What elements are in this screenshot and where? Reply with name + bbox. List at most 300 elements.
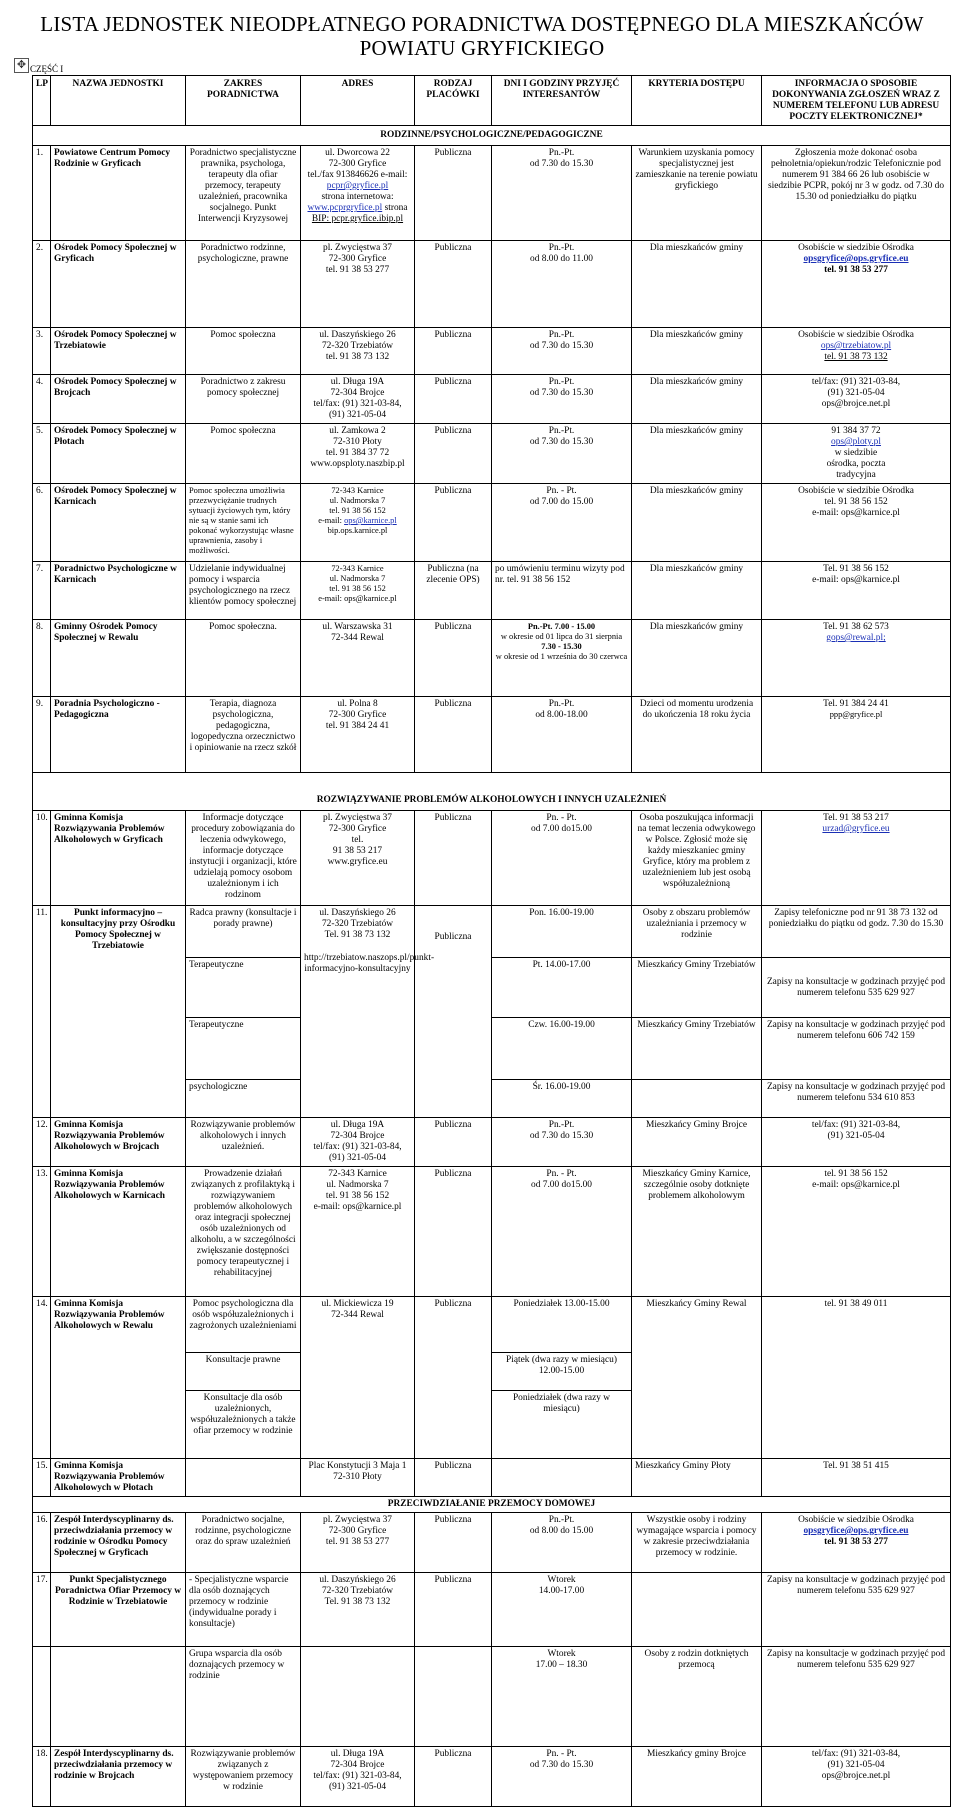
- row-info: Zapisy na konsultacje w godzinach przyjęć pod numerem telefonu 535 629 927: [762, 958, 951, 1018]
- row-scope: Konsultacje dla osób uzależnionych, współuzależnionych a także ofiar przemocy w rodzinie: [186, 1391, 301, 1459]
- row-lp: 9.: [33, 697, 51, 773]
- row-scope: Poradnictwo rodzinne, psychologiczne, prawne: [186, 241, 301, 328]
- address-line: 72-310 Płoty: [333, 1472, 382, 1482]
- row-address: [301, 328, 415, 375]
- address-line: tel. 91 38 53 277: [325, 1537, 390, 1547]
- hours-days: Pn.-Pt.: [548, 148, 575, 158]
- address-line: pl. Zwycięstwa 37: [323, 813, 392, 823]
- row-type: Publiczna: [415, 1297, 492, 1459]
- row-criteria: Dla mieszkańców gminy: [632, 328, 762, 375]
- row-type: Publiczna: [415, 328, 492, 375]
- row-hours: Czw. 16.00-19.00: [492, 1018, 632, 1080]
- row-scope: Pomoc społeczna.: [186, 620, 301, 697]
- table-row: [33, 1297, 951, 1353]
- row-hours: [492, 1353, 632, 1391]
- address-line: 72-343 Karnice: [328, 1169, 387, 1179]
- row-type: Publiczna: [415, 620, 492, 697]
- header-hours: DNI I GODZINY PRZYJĘĆ INTERESANTÓW: [492, 76, 632, 126]
- row-scope: Radca prawny (konsultacje i porady prawne): [186, 906, 301, 958]
- info-line: (91) 321-05-04: [827, 1760, 885, 1770]
- row-lp: 4.: [33, 375, 51, 424]
- info-line: (91) 321-05-04: [827, 388, 885, 398]
- table-row: [33, 1573, 951, 1647]
- info-line: Osobiście w siedzibie Ośrodka: [798, 330, 914, 340]
- table-row: [33, 484, 951, 562]
- row-criteria: Wszystkie osoby i rodziny wymagające wsparcia i pomocy w zakresie przeciwdziałania przemocy w rodzinie.: [632, 1513, 762, 1573]
- section-row: [33, 773, 951, 811]
- row-name: Ośrodek Pomocy Społecznej w Karnicach: [51, 484, 186, 562]
- row-info: [762, 241, 951, 328]
- row-type: Publiczna: [415, 697, 492, 773]
- address-line: (91) 321-05-04: [328, 1782, 387, 1792]
- row-hours: [492, 1573, 632, 1647]
- row-address: [301, 697, 415, 773]
- address-line: ul. Daszyńskiego 26: [319, 1575, 396, 1585]
- address-line: ul. Długa 19A: [330, 1120, 385, 1130]
- email-link[interactable]: opsgryfice@ops.gryfice.eu: [803, 254, 909, 264]
- hours-days: Pn.-Pt.: [548, 243, 575, 253]
- row-lp: 16.: [33, 1513, 51, 1573]
- row-type: Publiczna: [415, 375, 492, 424]
- row-scope: Terapeutyczne: [186, 1018, 301, 1080]
- hours-line: 7.30 - 15.30: [541, 642, 582, 651]
- row-criteria: Dla mieszkańców gminy: [632, 562, 762, 620]
- row-info: Tel. 91 38 51 415: [762, 1459, 951, 1497]
- row-scope: [186, 1459, 301, 1497]
- row-type: Publiczna: [415, 906, 492, 1118]
- row-name: Gminna Komisja Rozwiązywania Problemów Alkoholowych w Gryficach: [51, 811, 186, 906]
- table-row: [33, 697, 951, 773]
- table-row: [33, 1118, 951, 1167]
- info-line: tel/fax: (91) 321-03-84,: [811, 377, 901, 387]
- hours-days: Pn. - Pt.: [546, 813, 577, 823]
- website-link[interactable]: www.gryfice.eu: [327, 857, 388, 867]
- address-line: strona: [384, 203, 408, 213]
- info-line: Osobiście w siedzibie Ośrodka: [798, 1515, 914, 1525]
- row-name: Punkt informacyjno – konsultacyjny przy Ośrodku Pomocy Społecznej w Trzebiatowie: [51, 906, 186, 1118]
- header-criteria: KRYTERIA DOSTĘPU: [632, 76, 762, 126]
- address-line: tel. 91 38 53 277: [325, 265, 390, 275]
- info-line: ops@brojce.net.pl: [821, 399, 891, 409]
- address-line: ul. Nadmorska 7: [326, 1180, 389, 1190]
- row-criteria: Dla mieszkańców gminy: [632, 241, 762, 328]
- address-line: e-mail: ops@karnice.pl: [313, 1202, 402, 1212]
- row-type: Publiczna: [415, 1167, 492, 1297]
- address-line: 91 38 53 217: [332, 846, 383, 856]
- row-criteria: [632, 1573, 762, 1647]
- row-lp: 11.: [33, 906, 51, 1118]
- address-line: pl. Zwycięstwa 37: [323, 1515, 392, 1525]
- hours-time: od 7.30 do 15.30: [529, 437, 594, 447]
- row-lp: 8.: [33, 620, 51, 697]
- row-criteria: Mieszkańcy Gminy Karnice, szczególnie osoby dotknięte problemem alkoholowym: [632, 1167, 762, 1297]
- header-name: NAZWA JEDNOSTKI: [51, 76, 186, 126]
- institutions-table: [32, 75, 951, 1807]
- info-line: w siedzibie: [834, 448, 878, 458]
- row-name: Powiatowe Centrum Pomocy Rodzinie w Gryficach: [51, 146, 186, 241]
- row-scope: Pomoc psychologiczna dla osób współuzależnionych i zagrożonych uzależnieniami: [186, 1297, 301, 1353]
- row-scope: Konsultacje prawne: [186, 1353, 301, 1391]
- address-line: ul. Dworcowa 22: [325, 148, 390, 158]
- address-line: ul. Polna 8: [337, 699, 378, 709]
- address-line: ul. Długa 19A: [330, 377, 385, 387]
- row-criteria: Mieszkańcy Gminy Płoty: [632, 1459, 762, 1497]
- title-line-1: LISTA JEDNOSTEK NIEODPŁATNEGO PORADNICTWA DOSTĘPNEGO DLA MIESZKAŃCÓW: [40, 12, 924, 36]
- address-line: bip.ops.karnice.pl: [327, 526, 388, 535]
- info-line: ośrodka, poczta: [826, 459, 886, 469]
- info-line: Tel. 91 38 62 573: [823, 622, 889, 632]
- info-line: Tel. 91 384 24 41: [823, 699, 889, 709]
- row-hours: [492, 375, 632, 424]
- row-scope: Rozwiązywanie problemów alkoholowych i innych uzależnień.: [186, 1118, 301, 1167]
- address-line: ul. Nadmorska 7: [329, 574, 386, 583]
- hours-days: Pn.-Pt.: [548, 330, 575, 340]
- table-row: [33, 146, 951, 241]
- hours-days: Pn.-Pt.: [548, 426, 575, 436]
- row-lp: 2.: [33, 241, 51, 328]
- website-link[interactable]: http://trzebiatow.naszops.pl/punkt-informacyjno-konsultacyjny: [304, 953, 435, 974]
- row-type: Publiczna: [415, 146, 492, 241]
- row-lp: 5.: [33, 424, 51, 484]
- header-scope: ZAKRES PORADNICTWA: [186, 76, 301, 126]
- address-line: 72-343 Karnice: [331, 486, 384, 495]
- hours-days: Piątek (dwa razy w miesiącu): [506, 1355, 617, 1365]
- address-line: e-mail:: [318, 516, 342, 525]
- info-line: e-mail: ops@karnice.pl: [812, 575, 900, 585]
- address-line: (91) 321-05-04: [328, 410, 387, 420]
- table-row: [33, 562, 951, 620]
- section-title: ROZWIĄZYWANIE PROBLEMÓW ALKOHOLOWYCH I INNYCH UZALEŻNIEŃ: [33, 773, 951, 811]
- email-link[interactable]: urzad@gryfice.eu: [822, 824, 890, 834]
- address-line: Tel. 91 38 73 132: [324, 1597, 391, 1607]
- address-line: 72-300 Gryfice: [328, 710, 387, 720]
- row-address: [301, 1167, 415, 1297]
- row-lp: 17.: [33, 1573, 51, 1647]
- address-line: ul. Daszyńskiego 26: [319, 330, 396, 340]
- website-link[interactable]: www.pcprgryfice.pl: [307, 203, 383, 213]
- row-type: Publiczna: [415, 1747, 492, 1807]
- website-link[interactable]: www.opsploty.naszbip.pl: [310, 459, 405, 469]
- row-lp: 14.: [33, 1297, 51, 1459]
- info-line: Tel. 91 38 53 217: [823, 813, 889, 823]
- row-info: [762, 1513, 951, 1573]
- row-hours: [492, 484, 632, 562]
- table-row: [33, 1747, 951, 1807]
- row-type: Publiczna: [415, 484, 492, 562]
- row-criteria: Mieszkańcy Gminy Trzebiatów: [632, 958, 762, 1018]
- hours-time: od 8.00 do 15.00: [529, 1526, 594, 1536]
- email-link[interactable]: ops@trzebiatow.pl: [820, 341, 892, 351]
- row-info: Zapisy na konsultacje w godzinach przyjęć pod numerem telefonu 535 629 927: [762, 1647, 951, 1747]
- row-hours: [492, 697, 632, 773]
- row-address: [301, 811, 415, 906]
- address-line: 72-300 Gryfice: [328, 254, 387, 264]
- address-line: pl. Zwycięstwa 37: [323, 243, 392, 253]
- row-type: Publiczna: [415, 1573, 492, 1647]
- table-move-handle-icon[interactable]: ✥: [14, 58, 29, 73]
- row-scope: Pomoc społeczna: [186, 328, 301, 375]
- hours-line: w okresie od 1 września do 30 czerwca: [495, 652, 628, 661]
- hours-time: 14.00-17.00: [538, 1586, 585, 1596]
- info-line: tel. 91 38 56 152: [824, 497, 888, 507]
- row-info: [762, 562, 951, 620]
- table-row: [33, 811, 951, 906]
- row-info: Zapisy na konsultacje w godzinach przyjęć pod numerem telefonu 535 629 927: [762, 1573, 951, 1647]
- row-criteria: Dla mieszkańców gminy: [632, 424, 762, 484]
- table-row: [33, 375, 951, 424]
- row-hours: Pt. 14.00-17.00: [492, 958, 632, 1018]
- row-criteria: Mieszkańcy Gminy Rewal: [632, 1297, 762, 1459]
- row-scope: Pomoc społeczna: [186, 424, 301, 484]
- hours-days: Pn.-Pt.: [548, 1515, 575, 1525]
- info-line: Osobiście w siedzibie Ośrodka: [798, 243, 914, 253]
- row-name: Zespół Interdyscyplinarny ds. przeciwdziałania przemocy w rodzinie w Ośrodku Pomocy Społecznej w Gryficach: [51, 1513, 186, 1573]
- row-info: [762, 375, 951, 424]
- row-hours: [492, 1118, 632, 1167]
- info-line: e-mail: ops@karnice.pl: [812, 508, 900, 518]
- row-scope: Terapia, diagnoza psychologiczna, pedagogiczna, logopedyczna orzecznictwo i opiniowanie na rzecz szkół: [186, 697, 301, 773]
- row-lp: [33, 1647, 51, 1747]
- address-line: 72-304 Brojce: [330, 1131, 385, 1141]
- row-criteria: Dla mieszkańców gminy: [632, 375, 762, 424]
- hours-days: Wtorek: [547, 1575, 576, 1585]
- document-title: [0, 12, 964, 60]
- hours-days: Pn.-Pt.: [548, 377, 575, 387]
- address-line: 72-300 Gryfice: [328, 159, 387, 169]
- row-address: [301, 1513, 415, 1573]
- row-address: [301, 620, 415, 697]
- row-scope: psychologiczne: [186, 1080, 301, 1118]
- row-hours: [492, 146, 632, 241]
- row-hours: Śr. 16.00-19.00: [492, 1080, 632, 1118]
- row-info: [762, 811, 951, 906]
- row-type: Publiczna (na zlecenie OPS): [415, 562, 492, 620]
- row-criteria: Mieszkańcy Gminy Brojce: [632, 1118, 762, 1167]
- hours-line: Pn.-Pt. 7.00 - 15.00: [527, 622, 596, 631]
- row-hours: [492, 620, 632, 697]
- hours-time: od 7.30 do 15.30: [529, 388, 594, 398]
- row-criteria: Dzieci od momentu urodzenia do ukończenia 18 roku życia: [632, 697, 762, 773]
- address-line: ul. Mickiewicza 19: [321, 1299, 394, 1309]
- row-criteria: Dla mieszkańców gminy: [632, 484, 762, 562]
- email-link[interactable]: pcpr@gryfice.pl: [326, 181, 389, 191]
- address-line: 72-343 Karnice: [331, 564, 384, 573]
- row-criteria: Dla mieszkańców gminy: [632, 620, 762, 697]
- row-lp: 10.: [33, 811, 51, 906]
- row-hours: Poniedziałek 13.00-15.00: [492, 1297, 632, 1353]
- address-line: tel/fax: (91) 321-03-84,: [313, 399, 402, 409]
- address-line: (91) 321-05-04: [328, 1153, 387, 1163]
- row-scope: Poradnictwo z zakresu pomocy społecznej: [186, 375, 301, 424]
- hours-line: w okresie od 01 lipca do 31 sierpnia: [500, 632, 623, 641]
- table-row: [33, 424, 951, 484]
- row-scope: Prowadzenie działań związanych z profilaktyką i rozwiązywaniem problemów alkoholowych oraz integracji społecznej osób uzależnionych od alkoholu, a w szczególności zwiększanie dostępności pomocy terapeutycznej i rehabilitacyjnej: [186, 1167, 301, 1297]
- info-line: Osobiście w siedzibie Ośrodka: [798, 486, 914, 496]
- hours-time: 17.00 – 18.30: [535, 1660, 588, 1670]
- address-line: 72-304 Brojce: [330, 388, 385, 398]
- info-phone: tel. 91 38 53 277: [824, 265, 888, 275]
- address-line: ul. Długa 19A: [330, 1749, 385, 1759]
- row-address: [301, 241, 415, 328]
- row-name: Gminny Ośrodek Pomocy Społecznej w Rewalu: [51, 620, 186, 697]
- hours-time: od 8.00-18.00: [535, 710, 588, 720]
- hours-time: od 7.30 do 15.30: [529, 341, 594, 351]
- table-row: [33, 1459, 951, 1497]
- address-line: 72-320 Trzebiatów: [321, 1586, 394, 1596]
- row-criteria: Mieszkańcy gminy Brojce: [632, 1747, 762, 1807]
- info-line: tel/fax: (91) 321-03-84,: [811, 1120, 901, 1130]
- address-line: 72-344 Rewal: [331, 633, 384, 643]
- hours-time: od 7.30 do 15.30: [529, 159, 594, 169]
- table-row: [33, 328, 951, 375]
- row-scope: - Specjalistyczne wsparcie dla osób doznających przemocy w rodzinie (indywidualne porady i konsultacje): [186, 1573, 301, 1647]
- row-criteria: Osoby z obszaru problemów uzależniania i przemocy w rodzinie: [632, 906, 762, 958]
- row-type: Publiczna: [415, 424, 492, 484]
- row-address: [301, 375, 415, 424]
- row-type: Publiczna: [415, 241, 492, 328]
- row-lp: 7.: [33, 562, 51, 620]
- header-info: INFORMACJA O SPOSOBIE DOKONYWANIA ZGŁOSZEŃ WRAZ Z NUMEREM TELEFONU LUB ADRESU POCZTY ELEKTRONICZNEJ*: [762, 76, 951, 126]
- email-link[interactable]: gops@rewal.pl;: [826, 633, 886, 643]
- address-line: 72-310 Płoty: [333, 437, 382, 447]
- row-hours: [492, 1747, 632, 1807]
- info-line: (91) 321-05-04: [827, 1131, 885, 1141]
- row-criteria: Osoba poszukująca informacji na temat leczenia odwykowego w Polsce. Zgłosić może się każdy mieszkaniec gminy Gryfice, który ma problem z uzależnieniem lub jest osobą współuzależnioną: [632, 811, 762, 906]
- table-row: [33, 241, 951, 328]
- row-lp: 15.: [33, 1459, 51, 1497]
- row-scope: Grupa wsparcia dla osób doznających przemocy w rodzinie: [186, 1647, 301, 1747]
- row-lp: 12.: [33, 1118, 51, 1167]
- row-address: [301, 424, 415, 484]
- row-scope: Informacje dotyczące procedury zobowiązania do leczenia odwykowego, informacje dotyczące instytucji i organizacji, które udzielają pomocy osobom uzależnionym i ich rodzinom: [186, 811, 301, 906]
- hours-time: od 7.00 do15.00: [531, 1180, 592, 1190]
- hours-days: Pn. - Pt.: [546, 486, 577, 496]
- info-line: ppp@gryfice.pl: [829, 710, 883, 719]
- row-info: [762, 484, 951, 562]
- row-lp: 13.: [33, 1167, 51, 1297]
- row-name: Ośrodek Pomocy Społecznej w Płotach: [51, 424, 186, 484]
- address-line: 72-320 Trzebiatów: [321, 919, 394, 929]
- address-line: ul. Zamkowa 2: [329, 426, 386, 436]
- address-line: 72-344 Rewal: [331, 1310, 384, 1320]
- address-line: tel. 91 38 56 152: [329, 506, 386, 515]
- bip-link[interactable]: BIP: pcpr.gryfice.ibip.pl: [311, 214, 404, 224]
- hours-days: Pn. - Pt.: [546, 1169, 577, 1179]
- address-line: tel. 91 38 56 152: [325, 1191, 390, 1201]
- hours-time: 12.00-15.00: [538, 1366, 585, 1376]
- address-line: Tel. 91 38 73 132: [324, 930, 391, 940]
- row-info: [762, 328, 951, 375]
- info-line: tradycyjna: [836, 470, 876, 480]
- row-info: Zapisy telefoniczne pod nr 91 38 73 132 od poniedziałku do piątku od godz. 7.30 do 15.30: [762, 906, 951, 958]
- row-type: Publiczna: [415, 1513, 492, 1573]
- hours-days: Pn.-Pt.: [548, 699, 575, 709]
- address-line: tel/fax: (91) 321-03-84,: [313, 1142, 402, 1152]
- row-lp: 6.: [33, 484, 51, 562]
- info-line: 91 384 37 72: [831, 426, 881, 436]
- row-name: Gminna Komisja Rozwiązywania Problemów Alkoholowych w Brojcach: [51, 1118, 186, 1167]
- header-address: ADRES: [301, 76, 415, 126]
- row-name: Ośrodek Pomocy Społecznej w Brojcach: [51, 375, 186, 424]
- row-hours: [492, 1647, 632, 1747]
- address-line: e-mail: ops@karnice.pl: [318, 594, 397, 603]
- row-name: Ośrodek Pomocy Społecznej w Gryficach: [51, 241, 186, 328]
- row-criteria: Mieszkańcy Gminy Trzebiatów: [632, 1018, 762, 1080]
- row-scope: Pomoc społeczna umożliwia przezwyciężanie trudnych sytuacji życiowych tym, który nie są w stanie sami ich pokonać wykorzystując własne uprawnienia, zasoby i możliwości.: [186, 484, 301, 562]
- row-info: [762, 1167, 951, 1297]
- row-name: Gminna Komisja Rozwiązywania Problemów Alkoholowych w Płotach: [51, 1459, 186, 1497]
- email-link[interactable]: ops@karnice.pl: [344, 516, 397, 525]
- table-row: [33, 1647, 951, 1747]
- row-address: [301, 562, 415, 620]
- address-line: tel./fax 913846626 e-mail:: [307, 170, 408, 180]
- row-hours: [492, 424, 632, 484]
- section-title: RODZINNE/PSYCHOLOGICZNE/PEDAGOGICZNE: [33, 126, 951, 146]
- row-address: [301, 1118, 415, 1167]
- section-title: PRZECIWDZIAŁANIE PRZEMOCY DOMOWEJ: [33, 1497, 951, 1513]
- row-info: Zgłoszenia może dokonać osoba pełnoletnia/opiekun/rodzic Telefonicznie pod numerem 91 384 66 26 lub osobiście w siedzibie PCPR, pokój nr 3 w godz. od 7.30 do 15.30 od poniedziałku do piątku: [762, 146, 951, 241]
- row-info: tel. 91 38 49 011: [762, 1297, 951, 1459]
- header-row: [33, 76, 951, 126]
- hours-time: od 7.00 do15.00: [531, 824, 592, 834]
- table-row: [33, 620, 951, 697]
- address-line: 72-304 Brojce: [330, 1760, 385, 1770]
- row-scope: Udzielanie indywidualnej pomocy i wsparcia psychologicznego na rzecz klientów pomocy społecznej: [186, 562, 301, 620]
- row-criteria: Warunkiem uzyskania pomocy specjalistycznej jest zamieszkanie na terenie powiatu gryfickiego: [632, 146, 762, 241]
- address-line: tel. 91 384 37 72: [325, 448, 390, 458]
- hours-days: Pn.-Pt.: [548, 1120, 575, 1130]
- row-info: [762, 620, 951, 697]
- row-name: Gminna Komisja Rozwiązywania Problemów Alkoholowych w Rewalu: [51, 1297, 186, 1459]
- row-hours: [492, 1513, 632, 1573]
- row-info: [762, 424, 951, 484]
- address-line: ul. Daszyńskiego 26: [319, 908, 396, 918]
- address-line: tel. 91 38 73 132: [325, 352, 390, 362]
- row-criteria: [632, 1080, 762, 1118]
- row-lp: 18.: [33, 1747, 51, 1807]
- row-address: [301, 1573, 415, 1647]
- title-line-2: POWIATU GRYFICKIEGO: [359, 36, 605, 60]
- info-line: Tel. 91 38 56 152: [823, 564, 889, 574]
- hours-time: od 7.30 do 15.30: [529, 1760, 594, 1770]
- row-address: [301, 146, 415, 241]
- row-name: Poradnictwo Psychologiczne w Karnicach: [51, 562, 186, 620]
- row-info: [762, 1118, 951, 1167]
- email-link[interactable]: opsgryfice@ops.gryfice.eu: [803, 1526, 909, 1536]
- info-line: tel/fax: (91) 321-03-84,: [811, 1749, 901, 1759]
- row-address: [301, 906, 435, 1118]
- hours-time: od 7.00 do 15.00: [529, 497, 594, 507]
- row-address: [301, 1747, 415, 1807]
- row-address: [301, 1297, 415, 1459]
- row-lp: 1.: [33, 146, 51, 241]
- info-line: tel. 91 38 56 152: [824, 1169, 888, 1179]
- row-lp: 3.: [33, 328, 51, 375]
- row-type: Publiczna: [415, 811, 492, 906]
- hours-days: Wtorek: [547, 1649, 576, 1659]
- row-name: Poradnia Psychologiczno - Pedagogiczna: [51, 697, 186, 773]
- row-scope: Poradnictwo specjalistyczne prawnika, psychologa, terapeuty dla ofiar przemocy, terapeuty uzależnień, pracownika socjalnego. Punkt Interwencji Kryzysowej: [186, 146, 301, 241]
- hours-time: od 7.30 do 15.30: [529, 1131, 594, 1141]
- email-link[interactable]: ops@ploty.pl: [831, 437, 881, 447]
- header-type: RODZAJ PLACÓWKI: [415, 76, 492, 126]
- row-type: [415, 1647, 492, 1747]
- row-name: Gminna Komisja Rozwiązywania Problemów Alkoholowych w Karnicach: [51, 1167, 186, 1297]
- section-row: [33, 126, 951, 146]
- hours-days: Pn. - Pt.: [546, 1749, 577, 1759]
- address-line: strona internetowa:: [321, 192, 394, 202]
- row-info: Zapisy na konsultacje w godzinach przyjęć pod numerem telefonu 606 742 159: [762, 1018, 951, 1080]
